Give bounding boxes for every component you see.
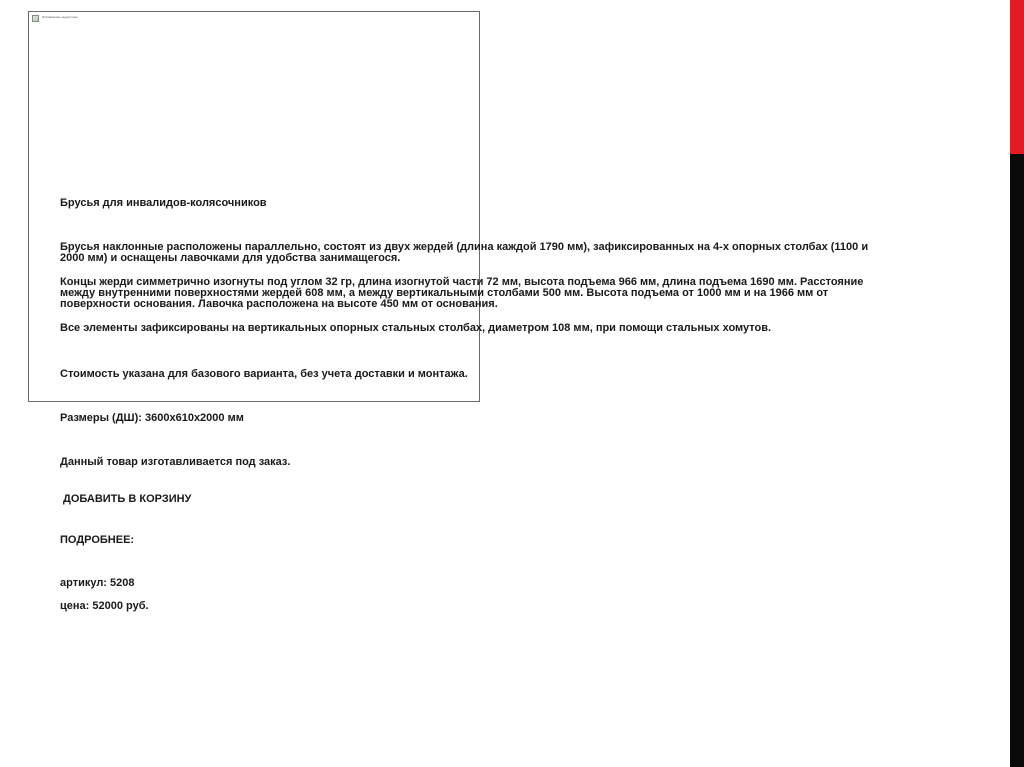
accent-bar-black [1010, 154, 1024, 767]
product-description-1: Брусья наклонные расположены параллельно, состоят из двух жердей (длина каждой 1790 мм), зафиксированных на 4-х опорных столбах (1100 и 2000 мм) и оснащены лавочками для удобства занимащегося. [60, 241, 869, 264]
add-to-cart-button[interactable]: ДОБАВИТЬ В КОРЗИНУ [63, 493, 192, 505]
details-link[interactable]: ПОДРОБНЕЕ: [60, 534, 135, 546]
product-sizes: Размеры (ДШ): 3600x610x2000 мм [60, 412, 244, 424]
image-caption: Изображение недоступно [42, 15, 78, 19]
accent-bar-red [1010, 0, 1024, 154]
product-description-3: Все элементы зафиксированы на вертикальных опорных стальных столбах, диаметром 108 мм, при помощи стальных хомутов. [60, 322, 772, 334]
product-price: цена: 52000 руб. [60, 600, 149, 612]
broken-image-icon [32, 15, 39, 22]
product-title: Брусья для инвалидов-колясочников [60, 197, 267, 209]
product-sku: артикул: 5208 [60, 577, 135, 589]
made-to-order-note: Данный товар изготавливается под заказ. [60, 456, 291, 468]
product-description-2: Концы жерди симметрично изогнуты под углом 32 гр, длина изогнутой части 72 мм, высота подъема 966 мм, длина подъема 1690 мм. Расстояние между внутренними поверхностями жердей 608 мм, а между вертикальными столбами 500 мм. Высота подъема от 1000 мм и на 1966 мм от поверхности основания. Лавочка расположена на высоте 450 мм от основания. [60, 276, 864, 310]
price-note: Стоимость указана для базового варианта, без учета доставки и монтажа. [60, 368, 468, 380]
product-content [60, 198, 880, 612]
